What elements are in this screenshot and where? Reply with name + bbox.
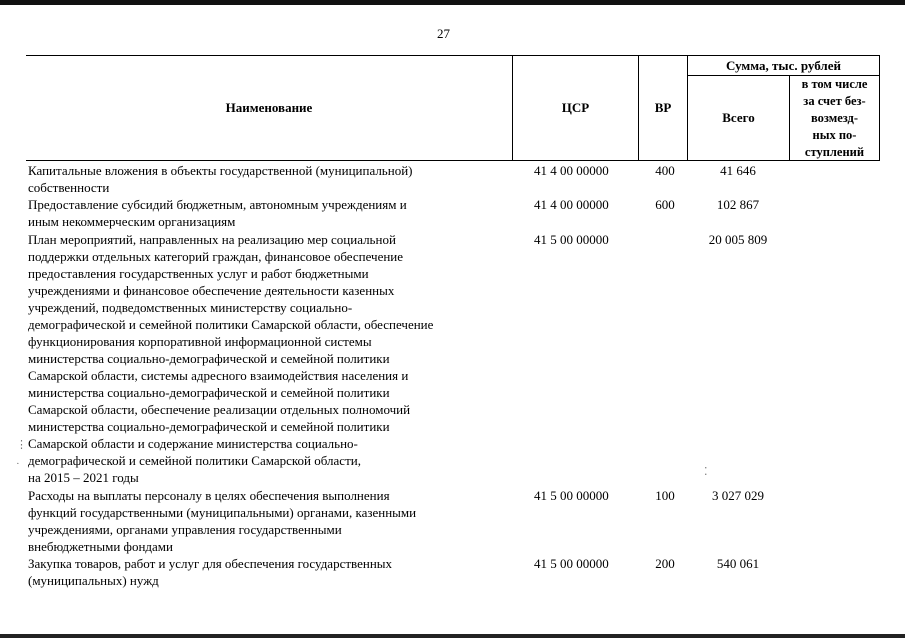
row-name: Расходы на выплаты персоналу в целях обеспечения выполнения функций государственными (муниципальными) органами, казенными учреждениями, органами управления государственными внебюджетными фондами bbox=[28, 488, 417, 554]
row-csr: 41 5 00 00000 bbox=[534, 232, 609, 247]
row-name: Предоставление субсидий бюджетным, автономным учреждениям и иным некоммерческим организациям bbox=[28, 197, 407, 229]
row-name: План мероприятий, направленных на реализацию мер социальной поддержки отдельных категорий граждан, финансовое обеспечение предоставления государственных услуг и работ бюджетными учреждениями и финансовое обеспечение деятельности казенных учреждений, подведомственных министерству социально- демографической и семейной политики Самарской области, обеспечение функционирования корпоративной информационной системы министерства социально-демографической и семейной политики Самарской области, системы адресного взаимодействия населения и министерства социально-демографической и семейной политики Самарской области, обеспечение реализации отдельных полномочий министерства социально-демографической и семейной политики Самарской области и содержание министерства социально- демографической и семейной политики Самарской области, на 2015 – 2021 годы bbox=[28, 232, 434, 485]
row-total: 102 867 bbox=[716, 197, 760, 212]
scan-top-edge bbox=[0, 0, 905, 5]
column-header-sum-group: Сумма, тыс. рублей bbox=[726, 57, 841, 73]
row-name: Капитальные вложения в объекты государственной (муниципальной) собственности bbox=[28, 163, 413, 195]
scan-speck: ⁚ bbox=[704, 466, 708, 478]
column-header-free-receipts: в том числе за счет без- возмезд- ных по- ступлений bbox=[801, 76, 868, 159]
row-vr: 600 bbox=[655, 197, 675, 212]
scan-speck: · bbox=[16, 458, 20, 470]
row-total: 540 061 bbox=[716, 556, 760, 571]
row-vr: 100 bbox=[655, 488, 675, 503]
column-header-vr: ВР bbox=[654, 100, 672, 115]
scan-speck: ⋮ bbox=[16, 439, 27, 451]
column-header-name: Наименование bbox=[225, 100, 313, 115]
row-name: Закупка товаров, работ и услуг для обеспечения государственных (муниципальных) нужд bbox=[28, 556, 393, 588]
row-csr: 41 4 00 00000 bbox=[534, 163, 609, 178]
column-header-csr: ЦСР bbox=[561, 100, 590, 115]
header-bottom-rule bbox=[26, 160, 880, 161]
row-csr: 41 5 00 00000 bbox=[534, 488, 609, 503]
row-vr: 200 bbox=[655, 556, 675, 571]
row-total: 20 005 809 bbox=[708, 232, 768, 247]
row-total: 41 646 bbox=[720, 163, 756, 178]
scan-bottom-edge bbox=[0, 634, 905, 638]
row-vr: 400 bbox=[655, 163, 675, 178]
column-header-total: Всего bbox=[722, 110, 755, 125]
row-total: 3 027 029 bbox=[712, 488, 764, 503]
row-csr: 41 4 00 00000 bbox=[534, 197, 609, 212]
row-csr: 41 5 00 00000 bbox=[534, 556, 609, 571]
header-divider bbox=[879, 55, 880, 160]
page-number: 27 bbox=[437, 26, 450, 41]
